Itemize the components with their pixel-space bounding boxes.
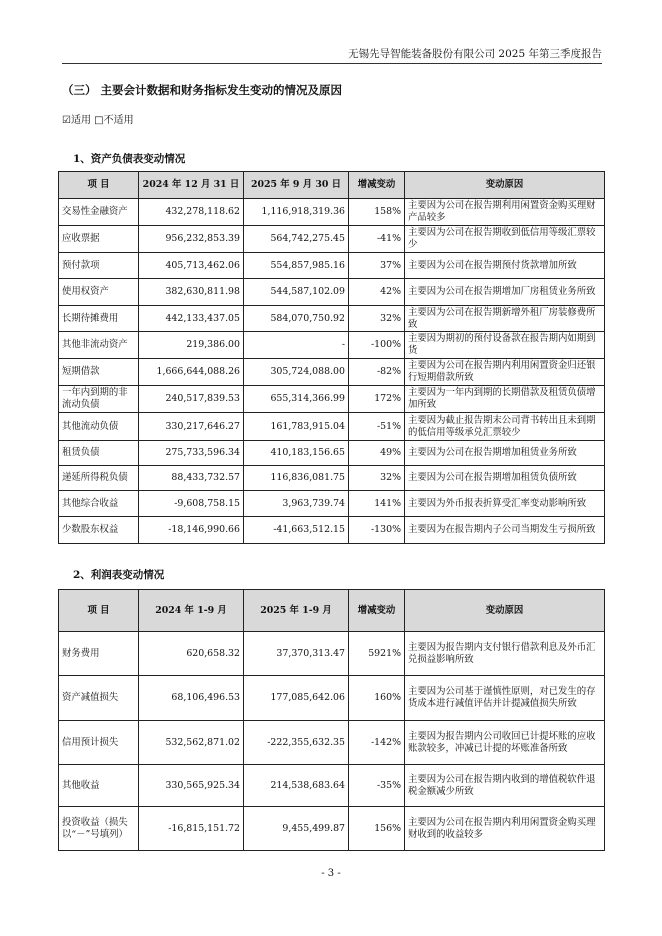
section-title: （三） 主要会计数据和财务指标发生变动的情况及原因 — [62, 83, 343, 97]
income-statement-title: 2、利润表变动情况 — [73, 569, 165, 581]
row-value-prior: 330,565,925.34 — [139, 765, 244, 807]
row-value-current: 161,783,915.04 — [244, 413, 349, 441]
row-value-current: 564,742,275.45 — [244, 226, 349, 253]
row-value-prior: 68,106,496.53 — [139, 676, 244, 721]
table-row — [59, 676, 605, 721]
row-item-name: 投资收益（损失以“－”号填列） — [59, 807, 139, 851]
row-value-current: 37,370,313.47 — [244, 632, 349, 676]
row-item-name: 交易性金融资产 — [59, 199, 139, 226]
row-item-name: 应收票据 — [59, 226, 139, 253]
table-row — [59, 441, 605, 466]
income-statement-table — [58, 589, 605, 851]
row-item-name: 其他流动负债 — [59, 413, 139, 441]
row-item-name: 一年内到期的非流动负债 — [59, 386, 139, 413]
row-change-reason: 主要因为报告期内公司收回已计提坏账的应收账款较多，冲减已计提的坏账准备所致 — [405, 721, 605, 765]
table-row — [59, 226, 605, 253]
row-value-current: 305,724,088.00 — [244, 359, 349, 386]
row-value-prior: 442,133,437.05 — [139, 306, 244, 332]
row-change-reason: 主要因为公司在报告期内利用闲置资金归还银行短期借款所致 — [405, 359, 605, 386]
row-change-percent: 141% — [349, 491, 405, 517]
row-value-current: -222,355,632.35 — [244, 721, 349, 765]
column-header: 项 目 — [59, 590, 139, 632]
table-row — [59, 765, 605, 807]
row-change-reason: 主要因为公司在报告期增加厂房租赁业务所致 — [405, 279, 605, 306]
row-item-name: 递延所得税负债 — [59, 466, 139, 491]
table-row — [59, 466, 605, 491]
row-value-current: 177,085,642.06 — [244, 676, 349, 721]
row-change-reason: 主要因为公司在报告期内收到的增值税软件退税金额减少所致 — [405, 765, 605, 807]
row-value-prior: 88,433,732.57 — [139, 466, 244, 491]
row-value-prior: 405,713,462.06 — [139, 253, 244, 279]
row-change-percent: 37% — [349, 253, 405, 279]
row-value-current: 3,963,739.74 — [244, 491, 349, 517]
row-item-name: 使用权资产 — [59, 279, 139, 306]
column-header: 变动原因 — [405, 172, 605, 199]
row-change-percent: -130% — [349, 517, 405, 544]
row-value-prior: 432,278,118.62 — [139, 199, 244, 226]
row-item-name: 财务费用 — [59, 632, 139, 676]
row-change-percent: -35% — [349, 765, 405, 807]
row-change-percent: 158% — [349, 199, 405, 226]
column-header: 增减变动 — [349, 590, 405, 632]
table-row — [59, 721, 605, 765]
row-value-current: -41,663,512.15 — [244, 517, 349, 544]
table-row — [59, 332, 605, 359]
row-change-percent: -100% — [349, 332, 405, 359]
balance-sheet-table — [58, 171, 605, 544]
row-value-current: 554,857,985.16 — [244, 253, 349, 279]
row-change-reason: 主要因为外币报表折算受汇率变动影响所致 — [405, 491, 605, 517]
row-value-current: 1,116,918,319.36 — [244, 199, 349, 226]
row-item-name: 其他收益 — [59, 765, 139, 807]
row-change-percent: -82% — [349, 359, 405, 386]
row-item-name: 少数股东权益 — [59, 517, 139, 544]
row-value-prior: 532,562,871.02 — [139, 721, 244, 765]
row-item-name: 短期借款 — [59, 359, 139, 386]
column-header: 2025 年 9 月 30 日 — [244, 172, 349, 199]
row-change-percent: -51% — [349, 413, 405, 441]
row-value-current: 655,314,366.99 — [244, 386, 349, 413]
row-change-reason: 主要因为报告期内支付银行借款利息及外币汇兑损益影响所致 — [405, 632, 605, 676]
row-change-reason: 主要因为期初的预付设备款在报告期内如期到货 — [405, 332, 605, 359]
row-change-reason: 主要因为公司在报告期增加租赁负债所致 — [405, 466, 605, 491]
row-item-name: 资产减值损失 — [59, 676, 139, 721]
page-number: - 3 - — [321, 868, 341, 879]
table-row — [59, 253, 605, 279]
row-item-name: 其他非流动资产 — [59, 332, 139, 359]
column-header: 增减变动 — [349, 172, 405, 199]
row-change-reason: 主要因为公司在报告期增加租赁业务所致 — [405, 441, 605, 466]
row-value-prior: 1,666,644,088.26 — [139, 359, 244, 386]
row-change-percent: 49% — [349, 441, 405, 466]
table-row — [59, 386, 605, 413]
table-row — [59, 517, 605, 544]
row-value-prior: -16,815,151.72 — [139, 807, 244, 851]
row-change-percent: -41% — [349, 226, 405, 253]
row-value-current: 214,538,683.64 — [244, 765, 349, 807]
row-value-current: - — [244, 332, 349, 359]
row-change-percent: 172% — [349, 386, 405, 413]
row-value-current: 116,836,081.75 — [244, 466, 349, 491]
row-value-prior: 330,217,646.27 — [139, 413, 244, 441]
table-row — [59, 359, 605, 386]
table-row — [59, 413, 605, 441]
row-change-percent: 156% — [349, 807, 405, 851]
row-value-prior: -18,146,990.66 — [139, 517, 244, 544]
row-value-prior: 620,658.32 — [139, 632, 244, 676]
column-header: 2025 年 1-9 月 — [244, 590, 349, 632]
table-row — [59, 199, 605, 226]
row-change-reason: 主要因为公司基于谨慎性原则，对已发生的存货成本进行减值评估并计提减值损失所致 — [405, 676, 605, 721]
row-change-reason: 主要因为在报告期内子公司当期发生亏损所致 — [405, 517, 605, 544]
row-change-reason: 主要因为截止报告期末公司背书转出且未到期的低信用等级承兑汇票较少 — [405, 413, 605, 441]
row-value-current: 544,587,102.09 — [244, 279, 349, 306]
row-item-name: 其他综合收益 — [59, 491, 139, 517]
row-value-current: 9,455,499.87 — [244, 807, 349, 851]
row-change-percent: 42% — [349, 279, 405, 306]
row-change-reason: 主要因为一年内到期的长期借款及租赁负债增加所致 — [405, 386, 605, 413]
row-item-name: 预付款项 — [59, 253, 139, 279]
row-change-reason: 主要因为公司在报告期利用闲置资金购买理财产品较多 — [405, 199, 605, 226]
table-row — [59, 632, 605, 676]
row-change-percent: 160% — [349, 676, 405, 721]
row-value-prior: 275,733,596.34 — [139, 441, 244, 466]
row-value-current: 410,183,156.65 — [244, 441, 349, 466]
table-row — [59, 807, 605, 851]
row-value-prior: 219,386.00 — [139, 332, 244, 359]
row-change-percent: -142% — [349, 721, 405, 765]
row-value-prior: 382,630,811.98 — [139, 279, 244, 306]
row-change-reason: 主要因为公司在报告期内利用闲置资金购买理财收到的收益较多 — [405, 807, 605, 851]
row-item-name: 长期待摊费用 — [59, 306, 139, 332]
row-value-current: 584,070,750.92 — [244, 306, 349, 332]
balance-sheet-title: 1、资产负债表变动情况 — [73, 153, 186, 165]
row-change-percent: 32% — [349, 466, 405, 491]
row-change-reason: 主要因为公司在报告期新增外租厂房装修费所致 — [405, 306, 605, 332]
applicable-checkbox-line: ☑适用 □不适用 — [62, 115, 134, 126]
table-row — [59, 306, 605, 332]
row-item-name: 租赁负债 — [59, 441, 139, 466]
report-header: 无锡先导智能装备股份有限公司 2025 年第三季度报告 — [62, 46, 602, 64]
column-header: 项 目 — [59, 172, 139, 199]
column-header: 变动原因 — [405, 590, 605, 632]
column-header: 2024 年 12 月 31 日 — [139, 172, 244, 199]
row-change-percent: 5921% — [349, 632, 405, 676]
row-value-prior: 240,517,839.53 — [139, 386, 244, 413]
row-value-prior: -9,608,758.15 — [139, 491, 244, 517]
column-header: 2024 年 1-9 月 — [139, 590, 244, 632]
table-row — [59, 491, 605, 517]
row-change-reason: 主要因为公司在报告期收到低信用等级汇票较少 — [405, 226, 605, 253]
row-change-percent: 32% — [349, 306, 405, 332]
table-row — [59, 279, 605, 306]
row-item-name: 信用预计损失 — [59, 721, 139, 765]
row-value-prior: 956,232,853.39 — [139, 226, 244, 253]
row-change-reason: 主要因为公司在报告期预付货款增加所致 — [405, 253, 605, 279]
